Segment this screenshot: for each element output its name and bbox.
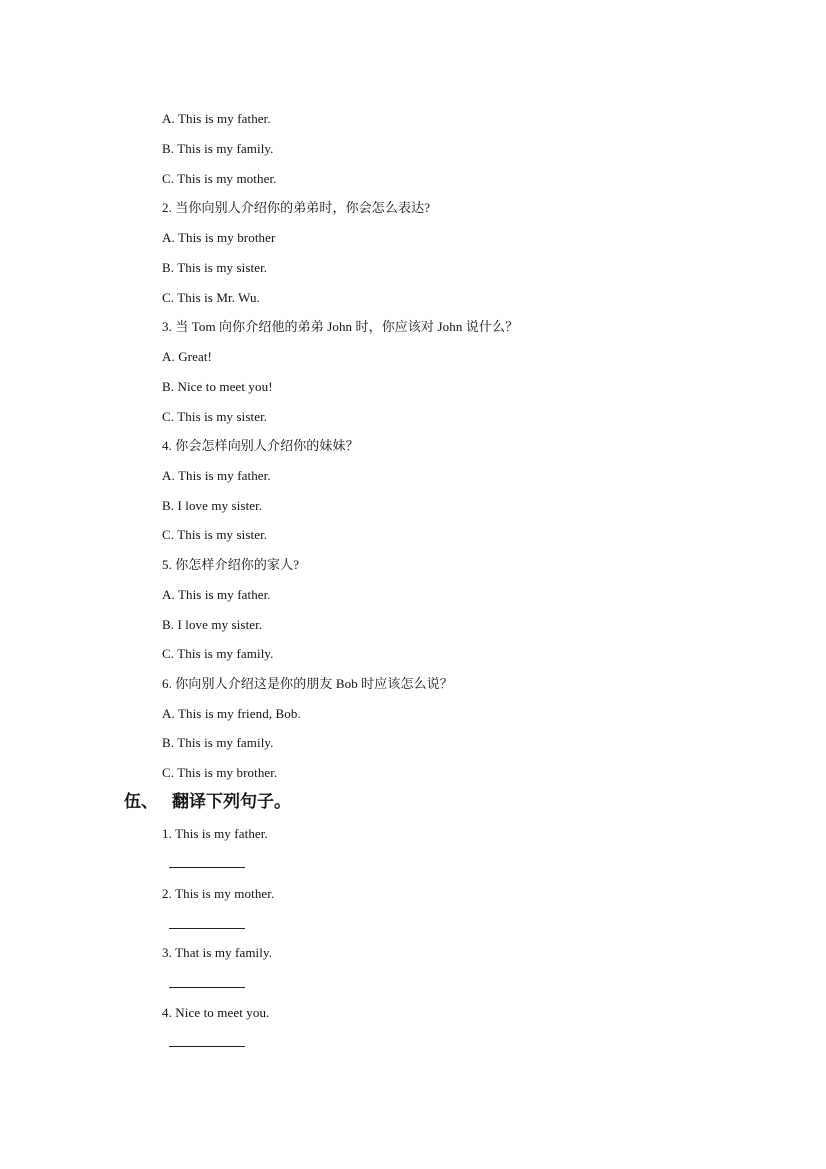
answer-blank-2[interactable] <box>169 928 245 929</box>
q4-option-b: B. I love my sister. <box>162 498 263 513</box>
translate-item-1: 1. This is my father. <box>162 826 268 841</box>
q4-prompt: 4. 你会怎样向别人介绍你的妹妹？ <box>162 438 359 453</box>
q4-option-a: A. This is my father. <box>162 468 271 483</box>
q5-option-a: A. This is my father. <box>162 587 271 602</box>
section-five-heading <box>124 792 291 812</box>
translate-item-2: 2. This is my mother. <box>162 886 275 901</box>
q5-option-c: C. This is my family. <box>162 646 274 661</box>
q6-option-a: A. This is my friend, Bob. <box>162 706 301 721</box>
q3-prompt: 3. 当 Tom 向你介绍他的弟弟 John 时，你应该对 John 说什么？ <box>162 319 519 334</box>
q3-option-b: B. Nice to meet you! <box>162 379 273 394</box>
q2-option-b: B. This is my sister. <box>162 260 268 275</box>
q6-option-b: B. This is my family. <box>162 735 274 750</box>
answer-blank-1[interactable] <box>169 867 245 868</box>
translate-item-3: 3. That is my family. <box>162 945 273 960</box>
q6-option-c: C. This is my brother. <box>162 765 278 780</box>
q1-option-b: B. This is my family. <box>162 141 274 156</box>
q3-option-c: C. This is my sister. <box>162 409 268 424</box>
q2-option-a: A. This is my brother <box>162 230 276 245</box>
q1-option-a: A. This is my father. <box>162 111 271 126</box>
q4-option-c: C. This is my sister. <box>162 527 268 542</box>
q1-option-c: C. This is my mother. <box>162 171 277 186</box>
answer-blank-4[interactable] <box>169 1046 245 1047</box>
q2-prompt: 2. 当你向别人介绍你的弟弟时，你会怎么表达? <box>162 200 431 215</box>
q5-prompt: 5. 你怎样介绍你的家人? <box>162 557 300 572</box>
q5-option-b: B. I love my sister. <box>162 617 263 632</box>
section-five-title: 翻译下列句子。 <box>172 792 291 812</box>
q3-option-a: A. Great! <box>162 349 212 364</box>
translate-item-4: 4. Nice to meet you. <box>162 1005 270 1020</box>
answer-blank-3[interactable] <box>169 987 245 988</box>
q6-prompt: 6. 你向别人介绍这是你的朋友 Bob 时应该怎么说？ <box>162 676 453 691</box>
q2-option-c: C. This is Mr. Wu. <box>162 290 260 305</box>
section-five-number: 伍、 <box>124 792 158 812</box>
